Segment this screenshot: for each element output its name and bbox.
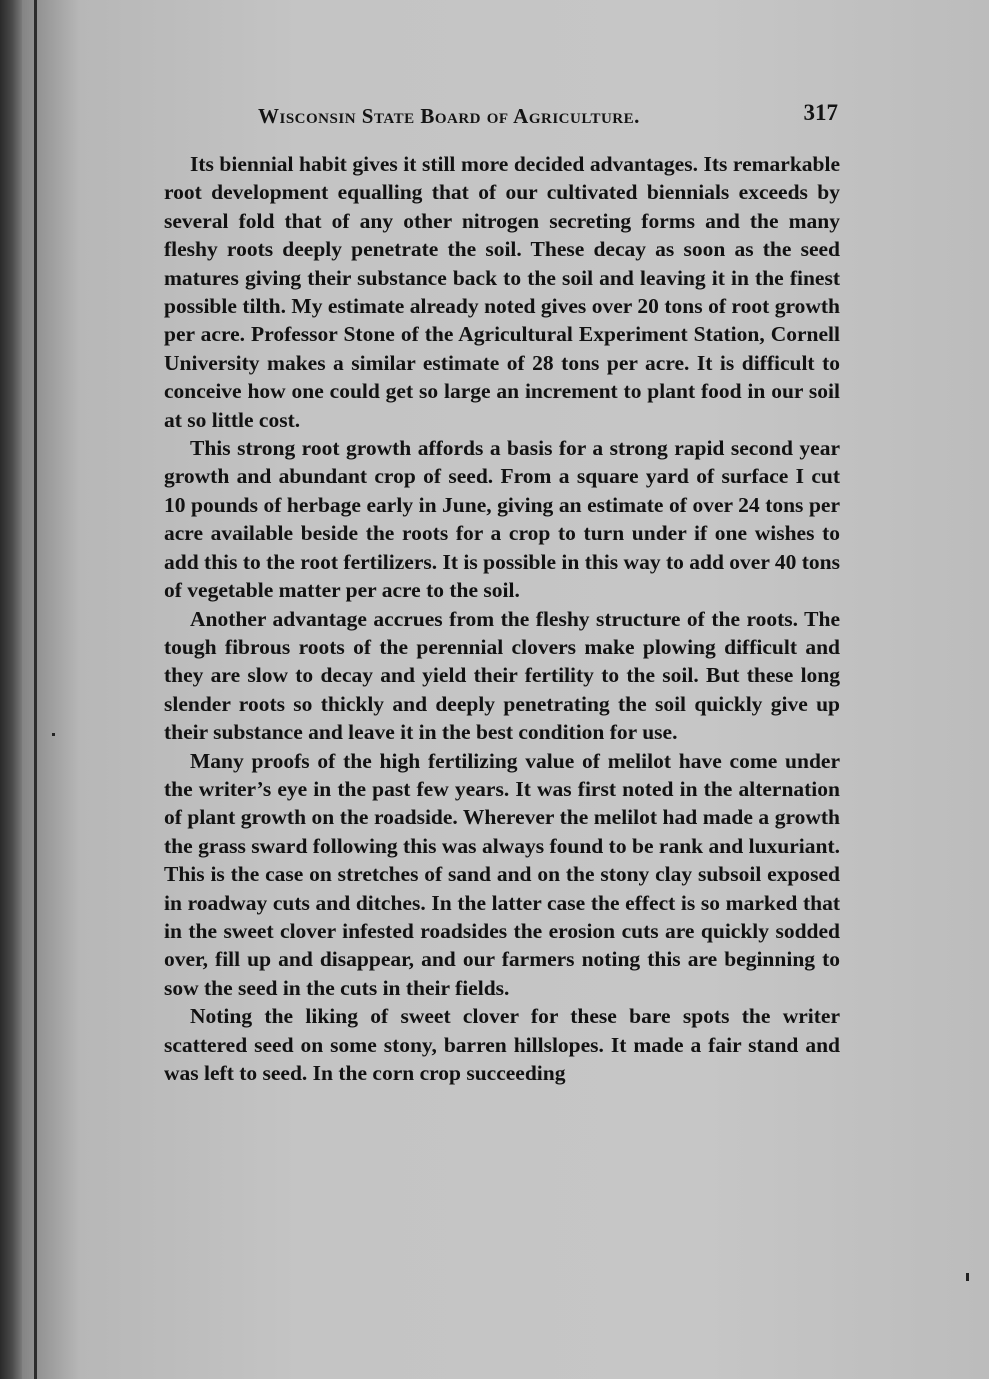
body-text bbox=[164, 150, 840, 1087]
paragraph-3: Another advantage accrues from the fleshy structure of the roots. The tough fibrous roots of the perennial clovers make plowing difficult and they are slow to decay and yield their fertility to the soil. But these long slender roots so thickly and deeply penetrating the soil quickly give up their substance and leave it in the best condition for use. bbox=[164, 606, 840, 745]
paragraph-5: Noting the liking of sweet clover for these bare spots the writer scattered seed on some stony, barren hillslopes. It made a fair stand and was left to seed. In the corn crop succeeding bbox=[164, 1004, 840, 1085]
paragraph-4: Many proofs of the high fertilizing value of melilot have come under the writer’s eye in the past few years. It was first noted in the alternation of plant growth on the roadside. Wherever the melilot had made a growth the grass sward following this was always found to be rank and luxuriant. This is the case on stretches of sand and on the stony clay subsoil exposed in roadway cuts and ditches. In the latter case the effect is so marked that in the sweet clover infested roadsides the erosion cuts are quickly sodded over, fill up and disappear, and our farmers noting this are beginning to sow the seed in the cuts in their fields. bbox=[164, 748, 840, 1000]
book-spine-shadow bbox=[0, 0, 22, 1379]
paragraph-2: This strong root growth affords a basis for a strong rapid second year growth and abundant crop of seed. From a square yard of surface I cut 10 pounds of herbage early in June, giving an estimate of over 24 tons per acre available beside the roots for a crop to turn under if one wishes to add this to the root fertilizers. It is possible in this way to add over 40 tons of vegetable matter per acre to the soil. bbox=[164, 436, 840, 603]
margin-speck bbox=[52, 733, 55, 736]
page-number: 317 bbox=[803, 100, 838, 125]
running-title: Wisconsin State Board of Agriculture. bbox=[258, 104, 640, 128]
page-header bbox=[258, 98, 838, 134]
paragraph-1: Its biennial habit gives it still more decided advantages. Its remarkable root development equalling that of our cultivated biennials exceeds by several fold that of any other nitrogen secreting forms and the many fleshy roots deeply penetrate the soil. These decay as soon as the seed matures giving their substance back to the soil and leaving it in the finest possible tilth. My estimate already noted gives over 20 tons of root growth per acre. Professor Stone of the Agricultural Experiment Station, Cornell University makes a similar estimate of 28 tons per acre. It is difficult to conceive how one could get so large an increment to plant food in our soil at so little cost. bbox=[164, 152, 840, 432]
page-edge-line bbox=[34, 0, 37, 1379]
margin-speck bbox=[966, 1273, 969, 1281]
